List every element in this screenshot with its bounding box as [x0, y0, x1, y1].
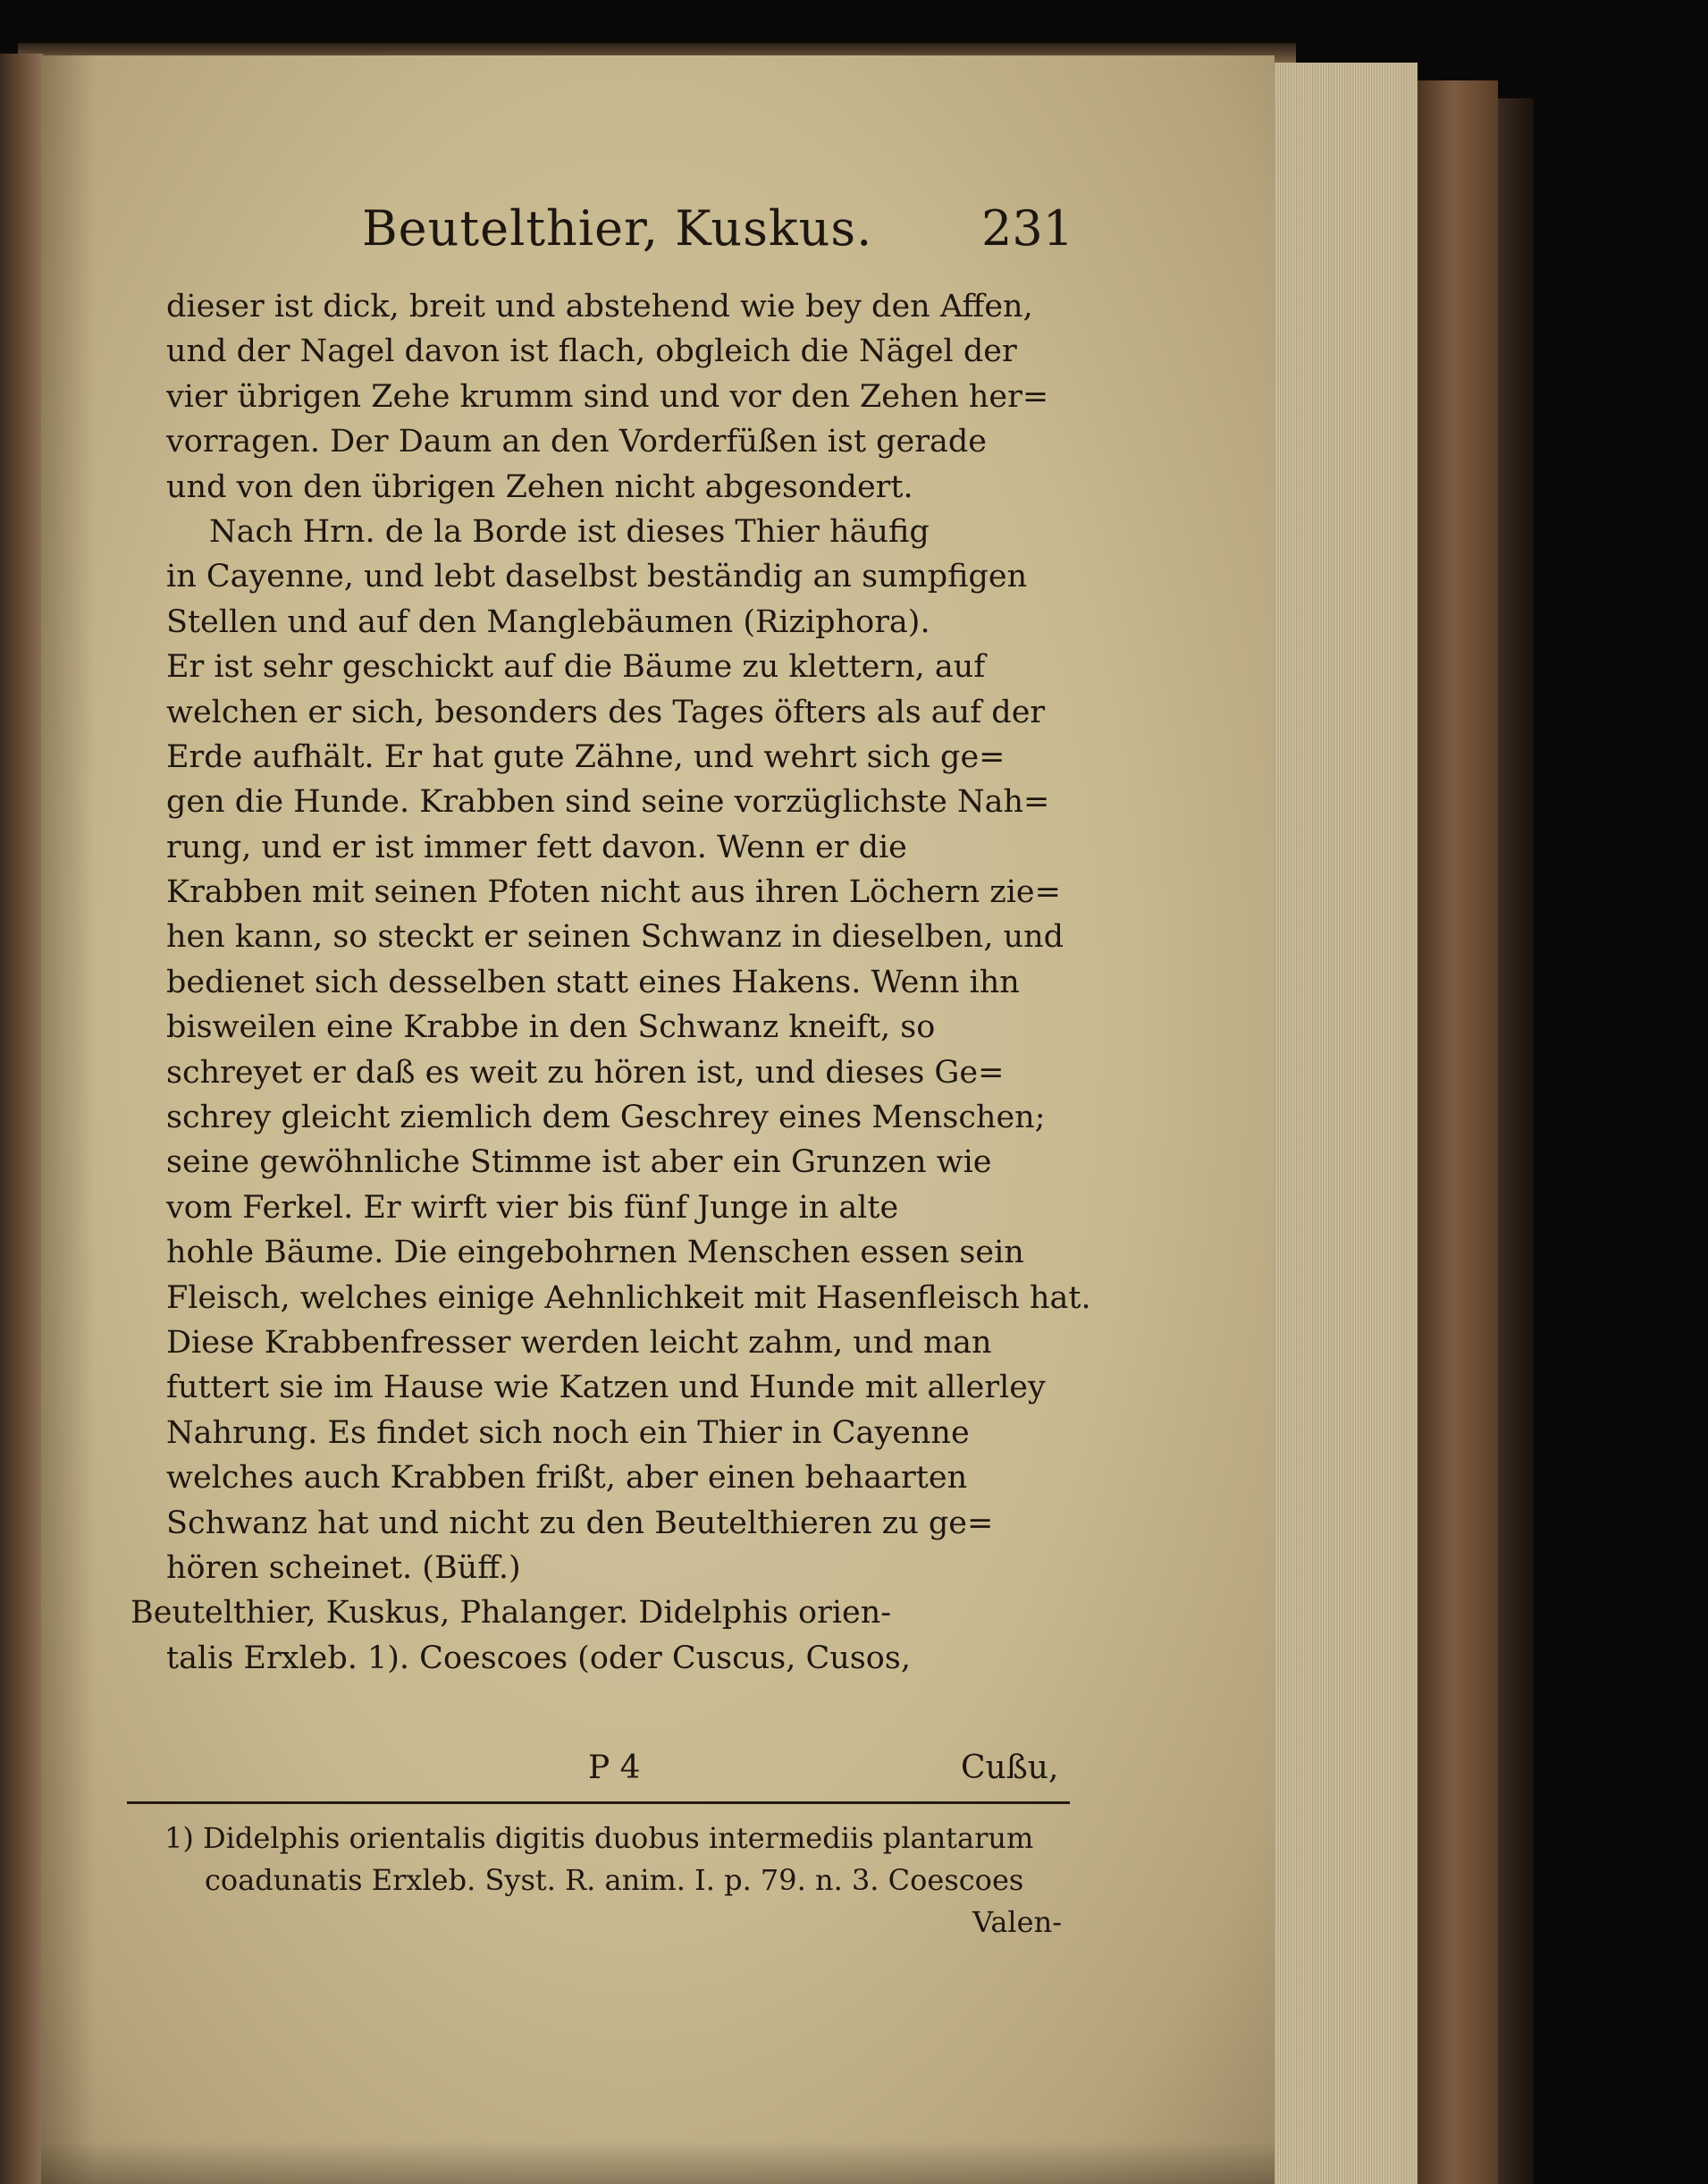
body-text [130, 284, 1091, 1681]
page-number: 231 [981, 200, 1074, 257]
body-line: bedienet sich desselben statt eines Hakens. Wenn ihn [166, 964, 1020, 1000]
body-line: dieser ist dick, breit und abstehend wie bey den Affen, [166, 289, 1033, 325]
body-line: hen kann, so steckt er seinen Schwanz in dieselben, und [166, 919, 1064, 956]
page-stack-edge [1275, 63, 1418, 2184]
body-line: Fleisch, welches einige Aehnlichkeit mit Hasenfleisch hat. [166, 1279, 1091, 1316]
body-line: hören scheinet. (Büff.) [166, 1549, 521, 1586]
footnote [164, 1817, 1076, 1944]
body-line: Er ist sehr geschickt auf die Bäume zu klettern, auf [166, 649, 986, 686]
body-line: Stellen und auf den Manglebäumen (Riziphora). [166, 603, 930, 640]
body-line: vorragen. Der Daum an den Vorderfüßen ist gerade [166, 424, 987, 460]
body-line: gen die Hunde. Krabben sind seine vorzüglichste Nah= [166, 784, 1050, 821]
body-line: Krabben mit seinen Pfoten nicht aus ihren Löchern zie= [166, 874, 1061, 911]
footnote-rule [127, 1801, 1070, 1804]
body-line: schreyet er daß es weit zu hören ist, und dieses Ge= [166, 1054, 1005, 1091]
body-line: und der Nagel davon ist flach, obgleich die Nägel der [166, 333, 1017, 370]
body-line: seine gewöhnliche Stimme ist aber ein Grunzen wie [166, 1144, 992, 1181]
footnote-line: 1) Didelphis orientalis digitis duobus intermediis plantarum [164, 1821, 1034, 1855]
catchword: Cußu, [961, 1750, 1059, 1786]
footnote-line: Valen- [972, 1905, 1062, 1939]
body-line: Nach Hrn. de la Borde ist dieses Thier häufig [209, 513, 930, 550]
body-line: welchen er sich, besonders des Tages öfters als auf der [166, 694, 1046, 730]
book-spine-left [0, 54, 43, 2184]
body-line: hohle Bäume. Die eingebohrnen Menschen essen sein [166, 1235, 1024, 1271]
body-line: bisweilen eine Krabbe in den Schwanz kneift, so [166, 1009, 936, 1046]
body-line: Erde aufhält. Er hat gute Zähne, und wehrt sich ge= [166, 738, 1005, 775]
body-line: und von den übrigen Zehen nicht abgesondert. [166, 468, 913, 505]
body-line: rung, und er ist immer fett davon. Wenn er die [166, 829, 907, 865]
body-line: Beutelthier, Kuskus, Phalanger. Didelphis orien- [130, 1595, 892, 1632]
gutter-shadow [41, 55, 95, 2184]
body-line: Schwanz hat und nicht zu den Beutelthieren zu ge= [166, 1505, 994, 1541]
book-cover-right [1418, 80, 1498, 2184]
body-line: futtert sie im Hause wie Katzen und Hunde mit allerley [166, 1370, 1046, 1406]
body-line: in Cayenne, und lebt daselbst beständig an sumpfigen [166, 559, 1028, 595]
body-line: talis Erxleb. 1). Coescoes (oder Cuscus, Cusos, [166, 1640, 911, 1676]
signature-mark: P 4 [588, 1750, 641, 1786]
body-line: welches auch Krabben frißt, aber einen behaarten [166, 1460, 968, 1497]
book-board-right [1498, 98, 1534, 2184]
body-line: Diese Krabbenfresser werden leicht zahm, und man [166, 1324, 992, 1361]
running-head: Beutelthier, Kuskus. [362, 200, 873, 257]
body-line: schrey gleicht ziemlich dem Geschrey eines Menschen; [166, 1100, 1046, 1136]
body-line: Nahrung. Es findet sich noch ein Thier in Cayenne [166, 1414, 970, 1451]
body-line: vier übrigen Zehe krumm sind und vor den Zehen her= [166, 378, 1049, 415]
page-bottom-shade [41, 2141, 1275, 2184]
footnote-line: coadunatis Erxleb. Syst. R. anim. I. p. 79. n. 3. Coescoes [205, 1863, 1024, 1897]
body-line: vom Ferkel. Er wirft vier bis fünf Junge in alte [166, 1189, 899, 1226]
